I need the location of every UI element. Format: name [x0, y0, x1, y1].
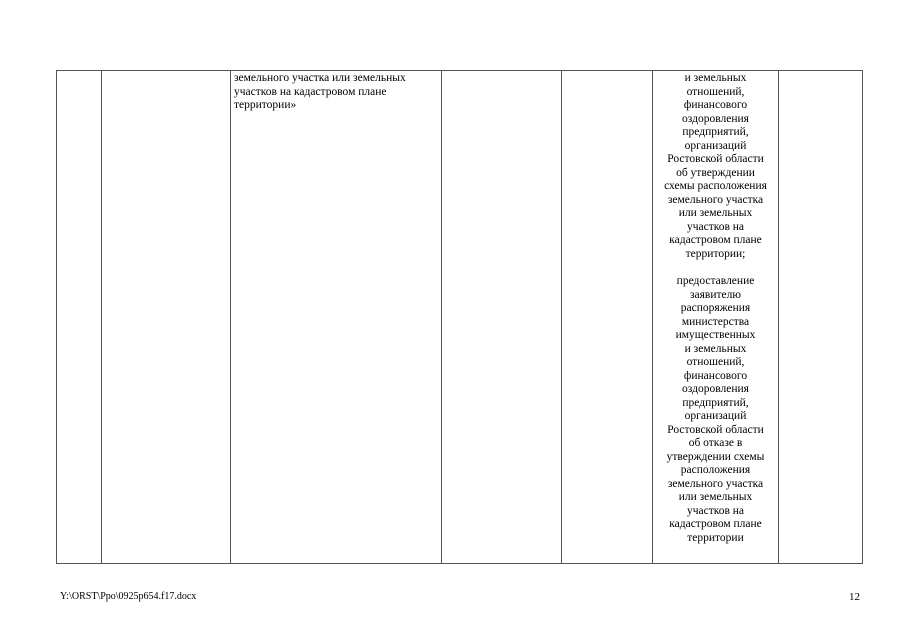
col6-line: территории;: [685, 247, 746, 260]
col6-line: предприятий,: [682, 126, 749, 138]
col6-line: финансового: [683, 99, 748, 111]
col6-line: об отказе в: [688, 437, 743, 449]
result-block-approval: [653, 72, 778, 261]
col3-line: территории»: [234, 99, 297, 111]
document-table: [56, 70, 863, 564]
col6-line: отношений,: [686, 85, 745, 98]
col6-line: или земельных: [678, 207, 753, 219]
col6-line: распоряжения: [680, 302, 751, 314]
cell-col7: [779, 71, 863, 564]
col6-line: кадастровом плане: [669, 234, 762, 246]
col6-line: земельного участка: [667, 193, 764, 206]
footer-file-path: Y:\ORST\Ppo\0925p654.f17.docx: [60, 591, 197, 602]
col6-line: участков на: [686, 504, 745, 517]
cell-col2: [102, 71, 231, 564]
col6-line: организаций: [684, 410, 747, 422]
cell-col4: [442, 71, 562, 564]
col6-line: утверждении схемы: [666, 450, 765, 463]
result-block-refusal: [653, 275, 778, 545]
col6-line: предприятий,: [682, 396, 749, 409]
col6-line: кадастровом плане: [669, 518, 762, 530]
col6-line: имущественных: [675, 329, 756, 341]
cell-number: [57, 71, 102, 564]
col6-line: Ростовской области: [667, 153, 764, 165]
col6-line: и земельных: [684, 72, 747, 84]
col6-line: участков на: [686, 220, 745, 233]
col6-line: организаций: [684, 139, 747, 152]
col6-line: и земельных: [684, 342, 747, 355]
col6-line: отношений,: [686, 356, 745, 368]
col6-line: земельного участка: [667, 477, 764, 490]
cell-col6: [653, 71, 779, 564]
col6-line: министерства: [681, 315, 750, 328]
col6-line: территории: [687, 531, 744, 544]
page-number: 12: [849, 591, 860, 603]
col6-line: заявителю: [690, 288, 741, 301]
col6-line: схемы расположения: [664, 180, 767, 192]
col6-line: оздоровления: [682, 383, 749, 395]
col6-line: расположения: [680, 464, 751, 476]
col6-line: или земельных: [678, 491, 753, 503]
col6-line: финансового: [683, 369, 748, 382]
col3-line: участков на кадастровом плане: [234, 85, 387, 98]
paragraph-gap: [653, 261, 778, 275]
cell-col3: [231, 71, 442, 564]
col3-line: земельного участка или земельных: [234, 72, 406, 84]
cell-col5: [562, 71, 653, 564]
col6-line: об утверждении: [676, 166, 755, 179]
col6-line: оздоровления: [682, 112, 749, 125]
table-row: [57, 71, 863, 564]
col6-line: предоставление: [676, 275, 755, 287]
col6-line: Ростовской области: [667, 423, 764, 436]
